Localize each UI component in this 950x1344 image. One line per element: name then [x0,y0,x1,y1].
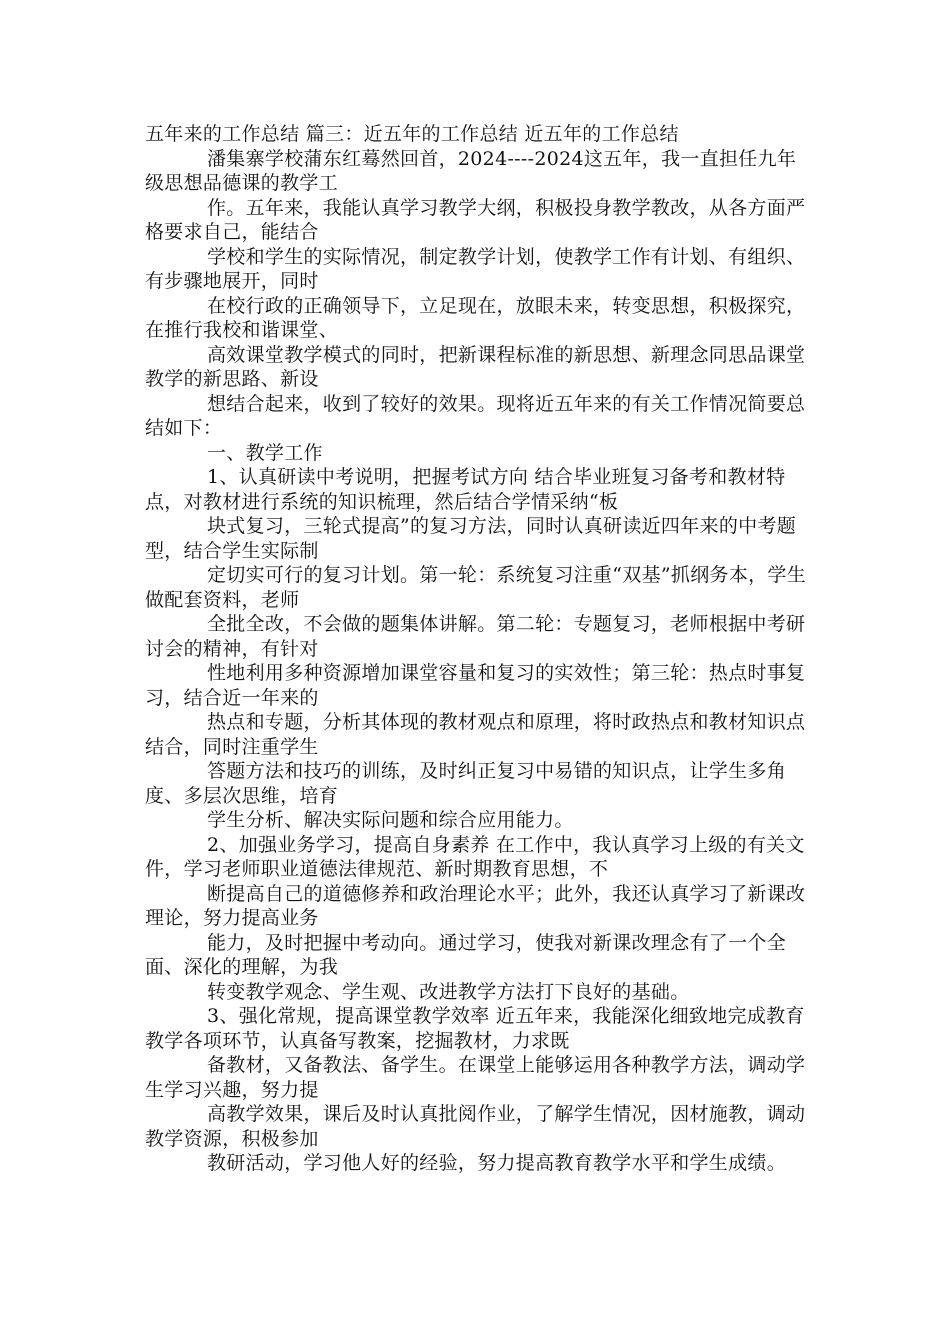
paragraph-line: 转变教学观念、学生观、改进教学方法打下良好的基础。 [207,980,690,1003]
paragraph-line: 断提高自己的道德修养和政治理论水平；此外，我还认真学习了新课改理论，努力提高业务 [145,882,806,929]
document-body [145,122,810,1176]
paragraph-line: 答题方法和技巧的训练，及时纠正复习中易错的知识点，让学生多角度、多层次思维，培育 [145,760,787,807]
paragraph-line: 学校和学生的实际情况，制定教学计划，使教学工作有计划、有组织、有步骤地展开，同时 [145,245,806,292]
section-heading: 一、教学工作 [207,441,323,464]
paragraph-line: 在校行政的正确领导下，立足现在，放眼未来，转变思想，积极探究，在推行我校和谐课堂、 [145,294,806,341]
paragraph-line: 作。五年来，我能认真学习教学大纲，积极投身教学教改，从各方面严格要求自己，能结合 [145,196,806,243]
paragraph-line: 全批全改，不会做的题集体讲解。第二轮：专题复习，老师根据中考研讨会的精神，有针对 [145,613,806,660]
paragraph-line: 高教学效果，课后及时认真批阅作业，了解学生情况，因材施教，调动教学资源，积极参加 [145,1103,806,1150]
document-title: 五年来的工作总结 篇三：近五年的工作总结 近五年的工作总结 [145,123,679,145]
paragraph-line: 备教材，又备教法、备学生。在课堂上能够运用各种教学方法，调动学生学习兴趣，努力提 [145,1054,806,1101]
paragraph-line: 教研活动，学习他人好的经验，努力提高教育教学水平和学生成绩。 [207,1152,787,1174]
paragraph-line: 高效课堂教学模式的同时，把新课程标准的新思想、新理念同思品课堂教学的新思路、新设 [145,343,806,390]
paragraph-line: 性地利用多种资源增加课堂容量和复习的实效性；第三轮：热点时事复习，结合近一年来的 [145,662,806,709]
paragraph-line: 3、强化常规，提高课堂教学效率 近五年来，我能深化细致地完成教育教学各项环节，认真备写教案，挖掘教材，力求既 [145,1005,805,1052]
paragraph-line: 1、认真研读中考说明，把握考试方向 结合毕业班复习备考和教材特点，对教材进行系统的知识梳理，然后结合学情采纳“板 [145,466,786,513]
paragraph-line: 块式复习，三轮式提高”的复习方法，同时认真研读近四年来的中考题型，结合学生实际制 [145,515,797,562]
paragraph-line: 想结合起来，收到了较好的效果。现将近五年来的有关工作情况简要总结如下： [145,392,806,439]
paragraph-line: 定切实可行的复习计划。第一轮：系统复习注重“双基”抓纲务本，学生做配套资料，老师 [145,564,807,611]
paragraph-line: 热点和专题，分析其体现的教材观点和原理，将时政热点和教材知识点结合，同时注重学生 [145,711,806,758]
paragraph-line: 潘集寨学校蒲东红蓦然回首，2024----2024这五年，我一直担任九年级思想品德课的教学工 [145,147,797,194]
paragraph-line: 2、加强业务学习，提高自身素养 在工作中，我认真学习上级的有关文件，学习老师职业道德法律规范、新时期教育思想，不 [145,833,805,880]
paragraph-line: 能力，及时把握中考动向。通过学习，使我对新课改理念有了一个全面、深化的理解，为我 [145,931,787,978]
paragraph-line: 学生分析、解决实际问题和综合应用能力。 [207,809,574,831]
